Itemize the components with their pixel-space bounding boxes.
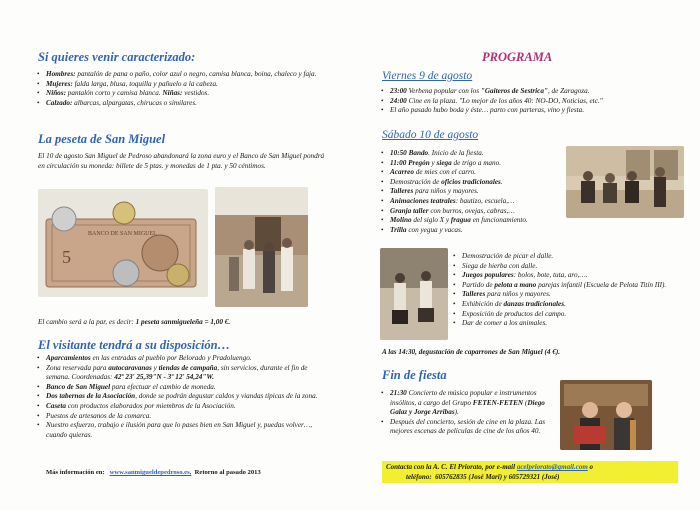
list-item: • Dar de comer a los animales. bbox=[452, 319, 688, 329]
dancers-photo bbox=[380, 248, 448, 340]
banknote-coins-image bbox=[38, 189, 208, 297]
list-item: • Molino del siglo X y fragua en funcionamiento. bbox=[380, 216, 560, 226]
caracterizado-title: Si quieres venir caracterizado: bbox=[38, 50, 196, 64]
list-item: • Demostración de picar el dalle. bbox=[452, 252, 688, 262]
fin-title: Fin de fiesta bbox=[382, 368, 447, 382]
list-item: • Talleres para niños y mayores. bbox=[380, 187, 560, 197]
list-item: • 10:50 Bando. Inicio de la fiesta. bbox=[380, 149, 560, 159]
list-item: • Aparcamientos en las entradas al pueblo por Belorado y Pradoluengo. bbox=[36, 354, 332, 364]
list-item: • Animaciones teatrales: bautizo, escuela,… bbox=[380, 197, 560, 207]
list-item: • Dos tabernas de la Asociación, donde se podrán degustar caldos y viandas típicas de la zona. bbox=[36, 392, 332, 402]
list-item: • Después del concierto, sesión de cine en la plaza. Las mejores escenas de películas de cine de los años 40. bbox=[380, 418, 558, 437]
contact-banner: Contacta con la A. C. El Priorato, por e-mail acelpriorato@gmail.com o teléfono: 605762835 (José Mari) y 605729321 (José) bbox=[382, 461, 678, 483]
caracterizado-list bbox=[36, 70, 328, 108]
list-item: • El año pasado hubo boda y éste… parto con parteras, vino y fiesta. bbox=[380, 106, 686, 116]
list-item: • Juegos populares: bolos, bote, tuta, aro,…. bbox=[452, 271, 688, 281]
viernes-title: Viernes 9 de agosto bbox=[382, 70, 473, 82]
list-item: • Demostración de oficios tradicionales. bbox=[380, 178, 560, 188]
fin-list bbox=[380, 389, 558, 437]
exchange-rate: El cambio será a la par, es decir: 1 peseta sanmigueleña = 1,00 €. bbox=[38, 318, 231, 326]
list-item: • Hombres: pantalón de pana o paño, color azul o negro, camisa blanca, boina, chaleco y faja. bbox=[36, 70, 328, 80]
list-item: • Acarreo de mies con el carro. bbox=[380, 168, 560, 178]
list-item: • Zona reservada para autocaravanas y tiendas de campaña, sin servicios, durante el fin de semana. Coordenadas: 42º 23' 25,39"N - 3º 12' 54,24"W. bbox=[36, 364, 332, 383]
website-link[interactable]: www.sanmigueldepedroso.es, bbox=[109, 469, 192, 476]
list-item: • 11:00 Pregón y siega de trigo a mano. bbox=[380, 159, 560, 169]
sabado-list-2 bbox=[452, 252, 688, 329]
list-item: • Niños: pantalón corto y camisa blanca. Niñas: vestidos. bbox=[36, 89, 328, 99]
banknote-value: 5 bbox=[62, 247, 71, 267]
sabado-list bbox=[380, 149, 560, 235]
list-item: • Calzado: albarcas, alpargatas, chirucas o similares. bbox=[36, 99, 328, 109]
bank-street-photo bbox=[215, 187, 308, 307]
list-item: • 23:00 Verbena popular con los "Gaiteros de Sestrica", de Zaragoza. bbox=[380, 87, 686, 97]
contact-email-link[interactable]: acelpriorato@gmail.com bbox=[516, 463, 588, 471]
list-item: • 24:00 Cine en la plaza. "Lo mejor de los años 40: NO-DO, Noticias, etc." bbox=[380, 97, 686, 107]
list-item: • Exhibición de danzas tradicionales. bbox=[452, 300, 688, 310]
peseta-title: La peseta de San Miguel bbox=[38, 132, 166, 146]
visitante-list bbox=[36, 354, 332, 440]
banknote-label: BANCO DE SAN MIGUEL bbox=[88, 231, 157, 237]
list-item: • Exposición de productos del campo. bbox=[452, 310, 688, 320]
list-item: • Talleres para niños y mayores. bbox=[452, 290, 688, 300]
villagers-sepia-photo bbox=[566, 146, 684, 218]
programa-title: PROGRAMA bbox=[482, 50, 553, 64]
lunch-note: A las 14:30, degustación de caparrones de San Miguel (4 €). bbox=[382, 348, 561, 356]
list-item: • Banco de San Miguel para efectuar el cambio de moneda. bbox=[36, 383, 332, 393]
list-item: • Granja taller con burros, ovejas, cabras,… bbox=[380, 207, 560, 217]
more-info-footer: Más información en: www.sanmigueldepedroso.es, Retorno al pasado 2013 bbox=[46, 469, 261, 476]
viernes-list bbox=[380, 87, 686, 116]
visitante-title: El visitante tendrá a su disposición… bbox=[38, 338, 231, 352]
list-item: • Nuestro esfuerzo, trabajo e ilusión para que lo pases bien en San Miguel y, puedas volver…, cuando quieras. bbox=[36, 421, 332, 440]
peseta-intro: El 10 de agosto San Miguel de Pedroso abandonará la zona euro y el Banco de San Miguel pondrá en circulación su moneda: billete de 5 ptas. y monedas de 1 pta. y 50 céntimos. bbox=[38, 152, 325, 170]
musicians-photo bbox=[560, 380, 652, 450]
list-item: • Partido de pelota a mano parejas infantil (Escuela de Pelota Titín III). bbox=[452, 281, 688, 291]
list-item: • Puestos de artesanos de la comarca. bbox=[36, 412, 332, 422]
list-item: • Trilla con yegua y vacas. bbox=[380, 226, 560, 236]
list-item: • Mujeres: falda larga, blusa, toquilla y pañuelo a la cabeza. bbox=[36, 80, 328, 90]
sabado-title: Sábado 10 de agosto bbox=[382, 129, 479, 141]
list-item: • 21:30 Concierto de música popular e instrumentos insólitos, a cargo del Grupo FETEN-FETEN (Diego Galaz y Jorge Arribas). bbox=[380, 389, 558, 418]
contact-phones: 605762835 (José Mari) y 605729321 (José) bbox=[435, 473, 560, 481]
list-item: • Siega de hierba con dalle. bbox=[452, 262, 688, 272]
list-item: • Caseta con productos elaborados por miembros de la Asociación. bbox=[36, 402, 332, 412]
